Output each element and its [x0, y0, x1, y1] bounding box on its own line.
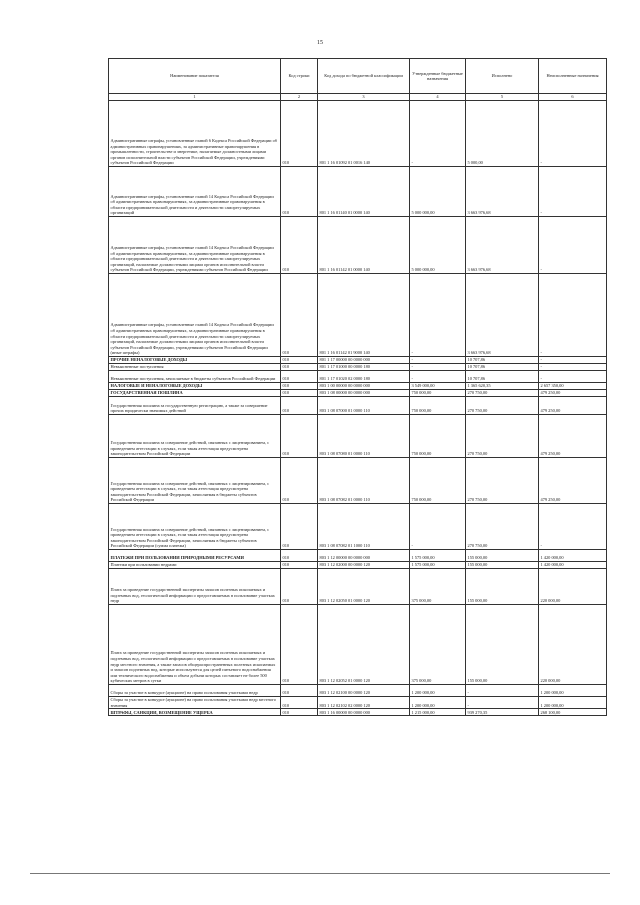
row-executed-cell: 270 750,00: [466, 415, 539, 458]
table-row: [109, 371, 607, 383]
row-executed-cell: 3 663 976,68: [466, 167, 539, 217]
row-approved-cell: 375 000,00: [410, 569, 466, 605]
row-approved-cell: -: [410, 504, 466, 550]
row-income-code-cell: 801 1 17 01020 02 0000 180: [318, 371, 410, 383]
row-income-code-cell: 803 1 12 02050 01 0000 120: [318, 569, 410, 605]
row-executed-cell: -: [466, 697, 539, 709]
row-approved-cell: 750 000,00: [410, 458, 466, 504]
table-row: [109, 709, 607, 716]
row-approved-cell: -: [410, 274, 466, 357]
row-approved-cell: 1 200 000,00: [410, 697, 466, 709]
table-row: [109, 167, 607, 217]
row-line-code-cell: 010: [281, 709, 318, 716]
row-executed-cell: 10 707,86: [466, 371, 539, 383]
table-row: [109, 364, 607, 371]
row-executed-cell: 1 365 620,35: [466, 383, 539, 390]
row-approved-cell: 1 575 000,00: [410, 562, 466, 569]
row-income-code-cell: 801 1 16 01140 01 0000 140: [318, 167, 410, 217]
row-approved-cell: 375 000,00: [410, 605, 466, 685]
table-row: [109, 697, 607, 709]
column-number: 3: [318, 94, 410, 101]
row-name-cell: Административные штрафы, установленные главой 6 Кодекса Российской Федерации об административных правонарушениях, за административные правонарушения в промышленности, строительстве и энергетике, налагаемые должностными лицами органов исполнительной власти субъектов Российской Федерации, учреждениями субъектов Российской Федерации: [109, 101, 281, 167]
row-unexecuted-cell: 1 200 000,00: [539, 697, 607, 709]
row-unexecuted-cell: 220 000,00: [539, 605, 607, 685]
row-line-code-cell: 010: [281, 550, 318, 562]
row-line-code-cell: 010: [281, 274, 318, 357]
row-line-code-cell: 010: [281, 697, 318, 709]
row-income-code-cell: 803 1 08 07082 01 1000 110: [318, 504, 410, 550]
row-name-cell: Плата за проведение государственной экспертизы запасов полезных ископаемых и подземных вод, геологической информации о предоставляемых в пользование участках недр: [109, 569, 281, 605]
table-row: [109, 383, 607, 390]
table-row: [109, 390, 607, 397]
footer-divider: [30, 873, 610, 874]
row-unexecuted-cell: -: [539, 504, 607, 550]
column-number: 4: [410, 94, 466, 101]
row-name-cell: Административные штрафы, установленные главой 14 Кодекса Российской Федерации об административных правонарушениях, за административные правонарушения в области предпринимательской деятельности и деятельности саморегулируемых организаций: [109, 167, 281, 217]
row-income-code-cell: 803 1 16 00000 00 0000 000: [318, 709, 410, 716]
row-name-cell: Государственная пошлина за совершение действий, связанных с лицензированием, с проведением аттестации в случаях, если такая аттестация предусмотрена законодательством Российской Федерации, зачисляемая в бюджеты субъектов Российской Федерации (сумма платежа): [109, 504, 281, 550]
row-executed-cell: 155 000,00: [466, 569, 539, 605]
row-executed-cell: 270 750,00: [466, 397, 539, 415]
row-unexecuted-cell: -: [539, 217, 607, 274]
row-name-cell: Плата за проведение государственной экспертизы запасов полезных ископаемых и подземных вод, геологической информации о предоставляемых в пользование участках недр местного значения, а также запасов общераспространенных полезных ископаемых и запасов подземных вод, которые используются для целей питьевого водоснабжения или технического водоснабжения и объем добычи которых составляет не более 500 кубических метров в сутки: [109, 605, 281, 685]
row-income-code-cell: 801 1 16 01142 01 0000 140: [318, 217, 410, 274]
row-executed-cell: 3 663 976,68: [466, 217, 539, 274]
header-line-code: Код строки: [281, 59, 318, 94]
row-line-code-cell: 010: [281, 217, 318, 274]
row-approved-cell: -: [410, 371, 466, 383]
header-name: Наименование показателя: [109, 59, 281, 94]
row-approved-cell: 3 549 000,00: [410, 383, 466, 390]
row-name-cell: Административные штрафы, установленные главой 14 Кодекса Российской Федерации об административных правонарушениях, за административные правонарушения в области предпринимательской деятельности и деятельности саморегулируемых организаций, налагаемые должностными лицами органов исполнительной власти субъектов Российской Федерации, учреждениями субъектов Российской Федерации: [109, 217, 281, 274]
row-line-code-cell: 010: [281, 605, 318, 685]
row-name-cell: Сборы за участие в конкурсе (аукционе) на право пользования участками недр: [109, 685, 281, 697]
table-row: [109, 101, 607, 167]
row-unexecuted-cell: 479 250,00: [539, 415, 607, 458]
row-income-code-cell: 803 1 12 02100 00 0000 120: [318, 685, 410, 697]
row-executed-cell: 3 663 976,68: [466, 274, 539, 357]
row-line-code-cell: 010: [281, 569, 318, 605]
table-row: [109, 274, 607, 357]
column-number-row: [109, 94, 607, 101]
row-unexecuted-cell: 220 000,00: [539, 569, 607, 605]
row-executed-cell: 155 000,00: [466, 550, 539, 562]
row-income-code-cell: 803 1 08 07080 01 0000 110: [318, 415, 410, 458]
row-executed-cell: 10 707,86: [466, 364, 539, 371]
row-executed-cell: 270 750,00: [466, 504, 539, 550]
header-income-code: Код дохода по бюджетной классификации: [318, 59, 410, 94]
row-approved-cell: 750 000,00: [410, 390, 466, 397]
row-unexecuted-cell: 1 420 000,00: [539, 562, 607, 569]
table-row: [109, 562, 607, 569]
row-line-code-cell: 010: [281, 371, 318, 383]
row-unexecuted-cell: 2 657 350,00: [539, 383, 607, 390]
table-row: [109, 569, 607, 605]
row-name-cell: Административные штрафы, установленные главой 14 Кодекса Российской Федерации об административных правонарушениях, за административные правонарушения в области предпринимательской деятельности и деятельности саморегулируемых организаций, налагаемые должностными лицами органов исполнительной власти субъектов Российской Федерации, учреждениями субъектов Российской Федерации (иные штрафы): [109, 274, 281, 357]
row-approved-cell: 5 000 000,00: [410, 167, 466, 217]
row-name-cell: Государственная пошлина за совершение действий, связанных с лицензированием, с проведением аттестации в случаях, если такая аттестация предусмотрена законодательством Российской Федерации, зачисляемая в бюджеты субъектов Российской Федерации: [109, 458, 281, 504]
row-name-cell: Государственная пошлина за государственную регистрацию, а также за совершение прочих юридически значимых действий: [109, 397, 281, 415]
row-name-cell: ПЛАТЕЖИ ПРИ ПОЛЬЗОВАНИИ ПРИРОДНЫМИ РЕСУРСАМИ: [109, 550, 281, 562]
header-executed: Исполнено: [466, 59, 539, 94]
row-executed-cell: 155 000,00: [466, 562, 539, 569]
row-line-code-cell: 010: [281, 364, 318, 371]
row-unexecuted-cell: 1 420 000,00: [539, 550, 607, 562]
table-row: [109, 357, 607, 364]
row-unexecuted-cell: -: [539, 274, 607, 357]
table-row: [109, 685, 607, 697]
row-executed-cell: 939 270,35: [466, 709, 539, 716]
table-row: [109, 397, 607, 415]
row-unexecuted-cell: -: [539, 371, 607, 383]
row-name-cell: Невыясненные поступления, зачисляемые в бюджеты субъектов Российской Федерации: [109, 371, 281, 383]
row-executed-cell: 270 750,00: [466, 458, 539, 504]
row-unexecuted-cell: -: [539, 167, 607, 217]
row-income-code-cell: 803 1 12 02000 00 0000 120: [318, 562, 410, 569]
row-line-code-cell: 010: [281, 504, 318, 550]
row-income-code-cell: 801 1 16 01142 01 9000 140: [318, 274, 410, 357]
row-name-cell: Сборы за участие в конкурсе (аукционе) на право пользования участками недр местного значения: [109, 697, 281, 709]
row-name-cell: ГОСУДАРСТВЕННАЯ ПОШЛИНА: [109, 390, 281, 397]
row-income-code-cell: 803 1 12 02052 01 0000 120: [318, 605, 410, 685]
row-executed-cell: -: [466, 685, 539, 697]
table-row: [109, 415, 607, 458]
row-approved-cell: -: [410, 357, 466, 364]
row-name-cell: ШТРАФЫ, САНКЦИИ, ВОЗМЕЩЕНИЕ УЩЕРБА: [109, 709, 281, 716]
row-approved-cell: 1 215 000,00: [410, 709, 466, 716]
row-line-code-cell: 010: [281, 562, 318, 569]
row-line-code-cell: 010: [281, 390, 318, 397]
header-approved: Утвержденные бюджетные назначения: [410, 59, 466, 94]
row-income-code-cell: 803 1 12 02102 02 0000 120: [318, 697, 410, 709]
row-line-code-cell: 010: [281, 458, 318, 504]
header-row: [109, 59, 607, 94]
row-income-code-cell: 803 1 08 07000 01 0000 110: [318, 397, 410, 415]
row-approved-cell: 750 000,00: [410, 397, 466, 415]
row-line-code-cell: 010: [281, 101, 318, 167]
row-line-code-cell: 010: [281, 357, 318, 364]
row-line-code-cell: 010: [281, 397, 318, 415]
row-approved-cell: -: [410, 101, 466, 167]
row-name-cell: ПРОЧИЕ НЕНАЛОГОВЫЕ ДОХОДЫ: [109, 357, 281, 364]
row-income-code-cell: 801 1 17 01000 00 0000 180: [318, 364, 410, 371]
row-executed-cell: 270 750,00: [466, 390, 539, 397]
table-row: [109, 605, 607, 685]
row-name-cell: Платежи при пользовании недрами: [109, 562, 281, 569]
column-number: 1: [109, 94, 281, 101]
table-row: [109, 550, 607, 562]
row-unexecuted-cell: -: [539, 357, 607, 364]
row-approved-cell: 1 200 000,00: [410, 685, 466, 697]
row-unexecuted-cell: 479 250,00: [539, 390, 607, 397]
row-approved-cell: 1 575 000,00: [410, 550, 466, 562]
column-number: 2: [281, 94, 318, 101]
row-name-cell: НАЛОГОВЫЕ И НЕНАЛОГОВЫЕ ДОХОДЫ: [109, 383, 281, 390]
row-income-code-cell: 803 1 00 00000 00 0000 000: [318, 383, 410, 390]
row-approved-cell: 5 000 000,00: [410, 217, 466, 274]
report-table: [108, 58, 607, 716]
table-body: [109, 101, 607, 716]
table-row: [109, 217, 607, 274]
row-executed-cell: 10 707,86: [466, 357, 539, 364]
row-name-cell: Государственная пошлина за совершение действий, связанных с лицензированием, с проведением аттестации в случаях, если такая аттестация предусмотрена законодательством Российской Федерации: [109, 415, 281, 458]
row-income-code-cell: 801 1 16 01092 01 0016 140: [318, 101, 410, 167]
row-approved-cell: -: [410, 364, 466, 371]
row-line-code-cell: 010: [281, 167, 318, 217]
column-number: 5: [466, 94, 539, 101]
row-approved-cell: 750 000,00: [410, 415, 466, 458]
row-income-code-cell: 803 1 08 07082 01 0000 110: [318, 458, 410, 504]
row-line-code-cell: 010: [281, 383, 318, 390]
row-line-code-cell: 010: [281, 415, 318, 458]
row-unexecuted-cell: 479 250,00: [539, 397, 607, 415]
row-unexecuted-cell: 268 100,00: [539, 709, 607, 716]
page-number: 15: [317, 40, 323, 46]
header-unexecuted: Неисполненные назначения: [539, 59, 607, 94]
row-executed-cell: 155 000,00: [466, 605, 539, 685]
row-income-code-cell: 801 1 17 00000 00 0000 000: [318, 357, 410, 364]
row-executed-cell: 5 000,00: [466, 101, 539, 167]
table-row: [109, 458, 607, 504]
row-unexecuted-cell: -: [539, 364, 607, 371]
row-income-code-cell: 803 1 08 00000 00 0000 000: [318, 390, 410, 397]
row-name-cell: Невыясненные поступления: [109, 364, 281, 371]
table-row: [109, 504, 607, 550]
row-unexecuted-cell: -: [539, 101, 607, 167]
row-line-code-cell: 010: [281, 685, 318, 697]
row-unexecuted-cell: 479 250,00: [539, 458, 607, 504]
row-income-code-cell: 803 1 12 00000 00 0000 000: [318, 550, 410, 562]
column-number: 6: [539, 94, 607, 101]
row-unexecuted-cell: 1 200 000,00: [539, 685, 607, 697]
